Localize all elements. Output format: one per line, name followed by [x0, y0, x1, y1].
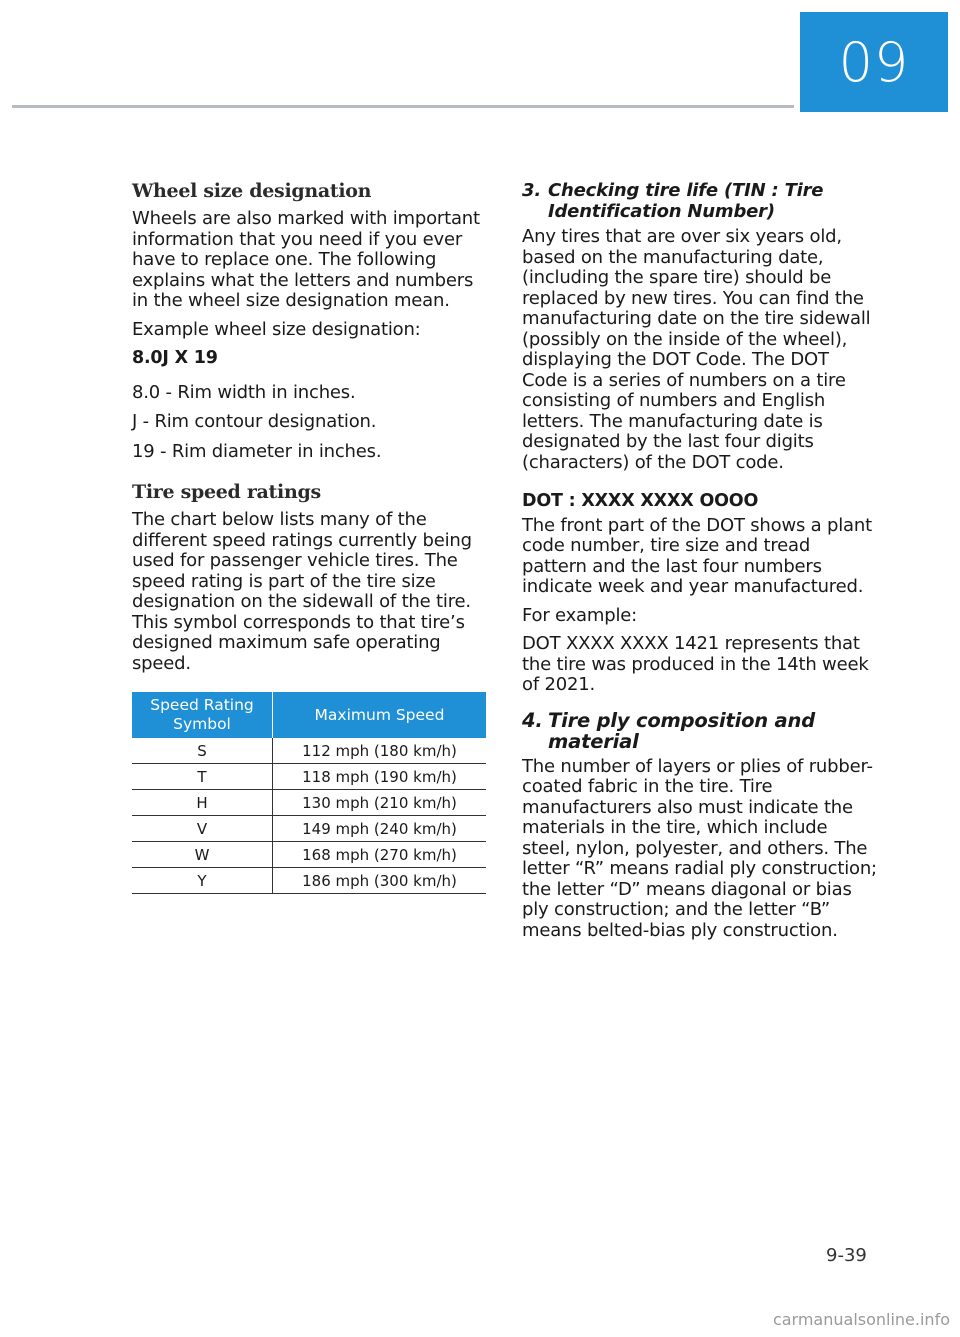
- tire-speed-heading: Tire speed ratings: [132, 481, 321, 503]
- section-4-number: 4.: [522, 708, 543, 732]
- table-row: [132, 816, 486, 842]
- wheel-example-intro: Example wheel size designation:: [132, 318, 421, 340]
- example-intro: For example:: [522, 604, 637, 626]
- max-speed: 112 mph (180 km/h): [273, 738, 487, 764]
- page-number: 9-39: [826, 1245, 867, 1266]
- speed-rating-table: [132, 692, 486, 894]
- table-row: [132, 764, 486, 790]
- chapter-tab: 09: [800, 12, 948, 112]
- rating-symbol: Y: [132, 868, 273, 894]
- max-speed: 130 mph (210 km/h): [273, 790, 487, 816]
- definition-rim-diameter: 19 - Rim diameter in inches.: [132, 440, 382, 462]
- rating-symbol: W: [132, 842, 273, 868]
- table-header-speed: Maximum Speed: [273, 692, 487, 738]
- section-4-heading: [522, 710, 878, 752]
- definition-rim-width: 8.0 - Rim width in inches.: [132, 381, 356, 403]
- max-speed: 168 mph (270 km/h): [273, 842, 487, 868]
- table-row: [132, 842, 486, 868]
- tire-life-paragraph: Any tires that are over six years old, based on the manufacturing date, (including the spare tire) should be replaced by new tires. You can find the manufacturing date on the tire sidewall (possibly on the inside of the wheel), displaying the DOT Code. The DOT Code is a series of numbers on a tire consisting of numbers and English letters. The manufacturing date is designated by the last four digits (characters) of the DOT code.: [522, 226, 871, 473]
- right-column: [522, 180, 878, 949]
- tire-speed-paragraph: The chart below lists many of the different speed ratings currently being used for passenger vehicle tires. The speed rating is part of the tire size designation on the sidewall of the tire. This symbol corresponds to that tire’s designed maximum safe operating speed.: [132, 509, 472, 674]
- ply-composition-paragraph: The number of layers or plies of rubber-coated fabric in the tire. Tire manufacturers also must indicate the materials in the tire, which include steel, nylon, polyester, and others. The letter “R” means radial ply construction; the letter “D” means diagonal or bias ply construction; and the letter “B” means belted-bias ply construction.: [522, 755, 877, 941]
- dot-explanation-paragraph: The front part of the DOT shows a plant code number, tire size and tread pattern and the last four numbers indicate week and year manufactured.: [522, 514, 872, 597]
- section-3-number: 3.: [522, 180, 541, 201]
- wheel-size-heading: Wheel size designation: [132, 180, 372, 202]
- rating-symbol: H: [132, 790, 273, 816]
- dot-example-paragraph: DOT XXXX XXXX 1421 represents that the tire was produced in the 14th week of 2021.: [522, 633, 869, 695]
- wheel-size-paragraph: Wheels are also marked with important information that you need if you ever have to replace one. The following explains what the letters and numbers in the wheel size designation mean.: [132, 208, 480, 311]
- dot-code-format: DOT : XXXX XXXX OOOO: [522, 491, 759, 511]
- header-rule: [12, 105, 794, 108]
- table-row: [132, 790, 486, 816]
- max-speed: 186 mph (300 km/h): [273, 868, 487, 894]
- max-speed: 149 mph (240 km/h): [273, 816, 487, 842]
- table-row: [132, 868, 486, 894]
- section-3-title: Checking tire life (TIN : Tire Identification Number): [548, 180, 824, 222]
- section-3-heading: [522, 180, 878, 222]
- max-speed: 118 mph (190 km/h): [273, 764, 487, 790]
- rating-symbol: V: [132, 816, 273, 842]
- section-4-title: Tire ply composition and material: [548, 708, 815, 753]
- table-header-symbol: Speed Rating Symbol: [132, 692, 273, 738]
- watermark: carmanualsonline.info: [772, 1310, 950, 1329]
- rating-symbol: T: [132, 764, 273, 790]
- left-column: [132, 180, 488, 894]
- table-row: [132, 738, 486, 764]
- rating-symbol: S: [132, 738, 273, 764]
- definition-rim-contour: J - Rim contour designation.: [132, 411, 377, 432]
- wheel-example-value: 8.0J X 19: [132, 348, 218, 368]
